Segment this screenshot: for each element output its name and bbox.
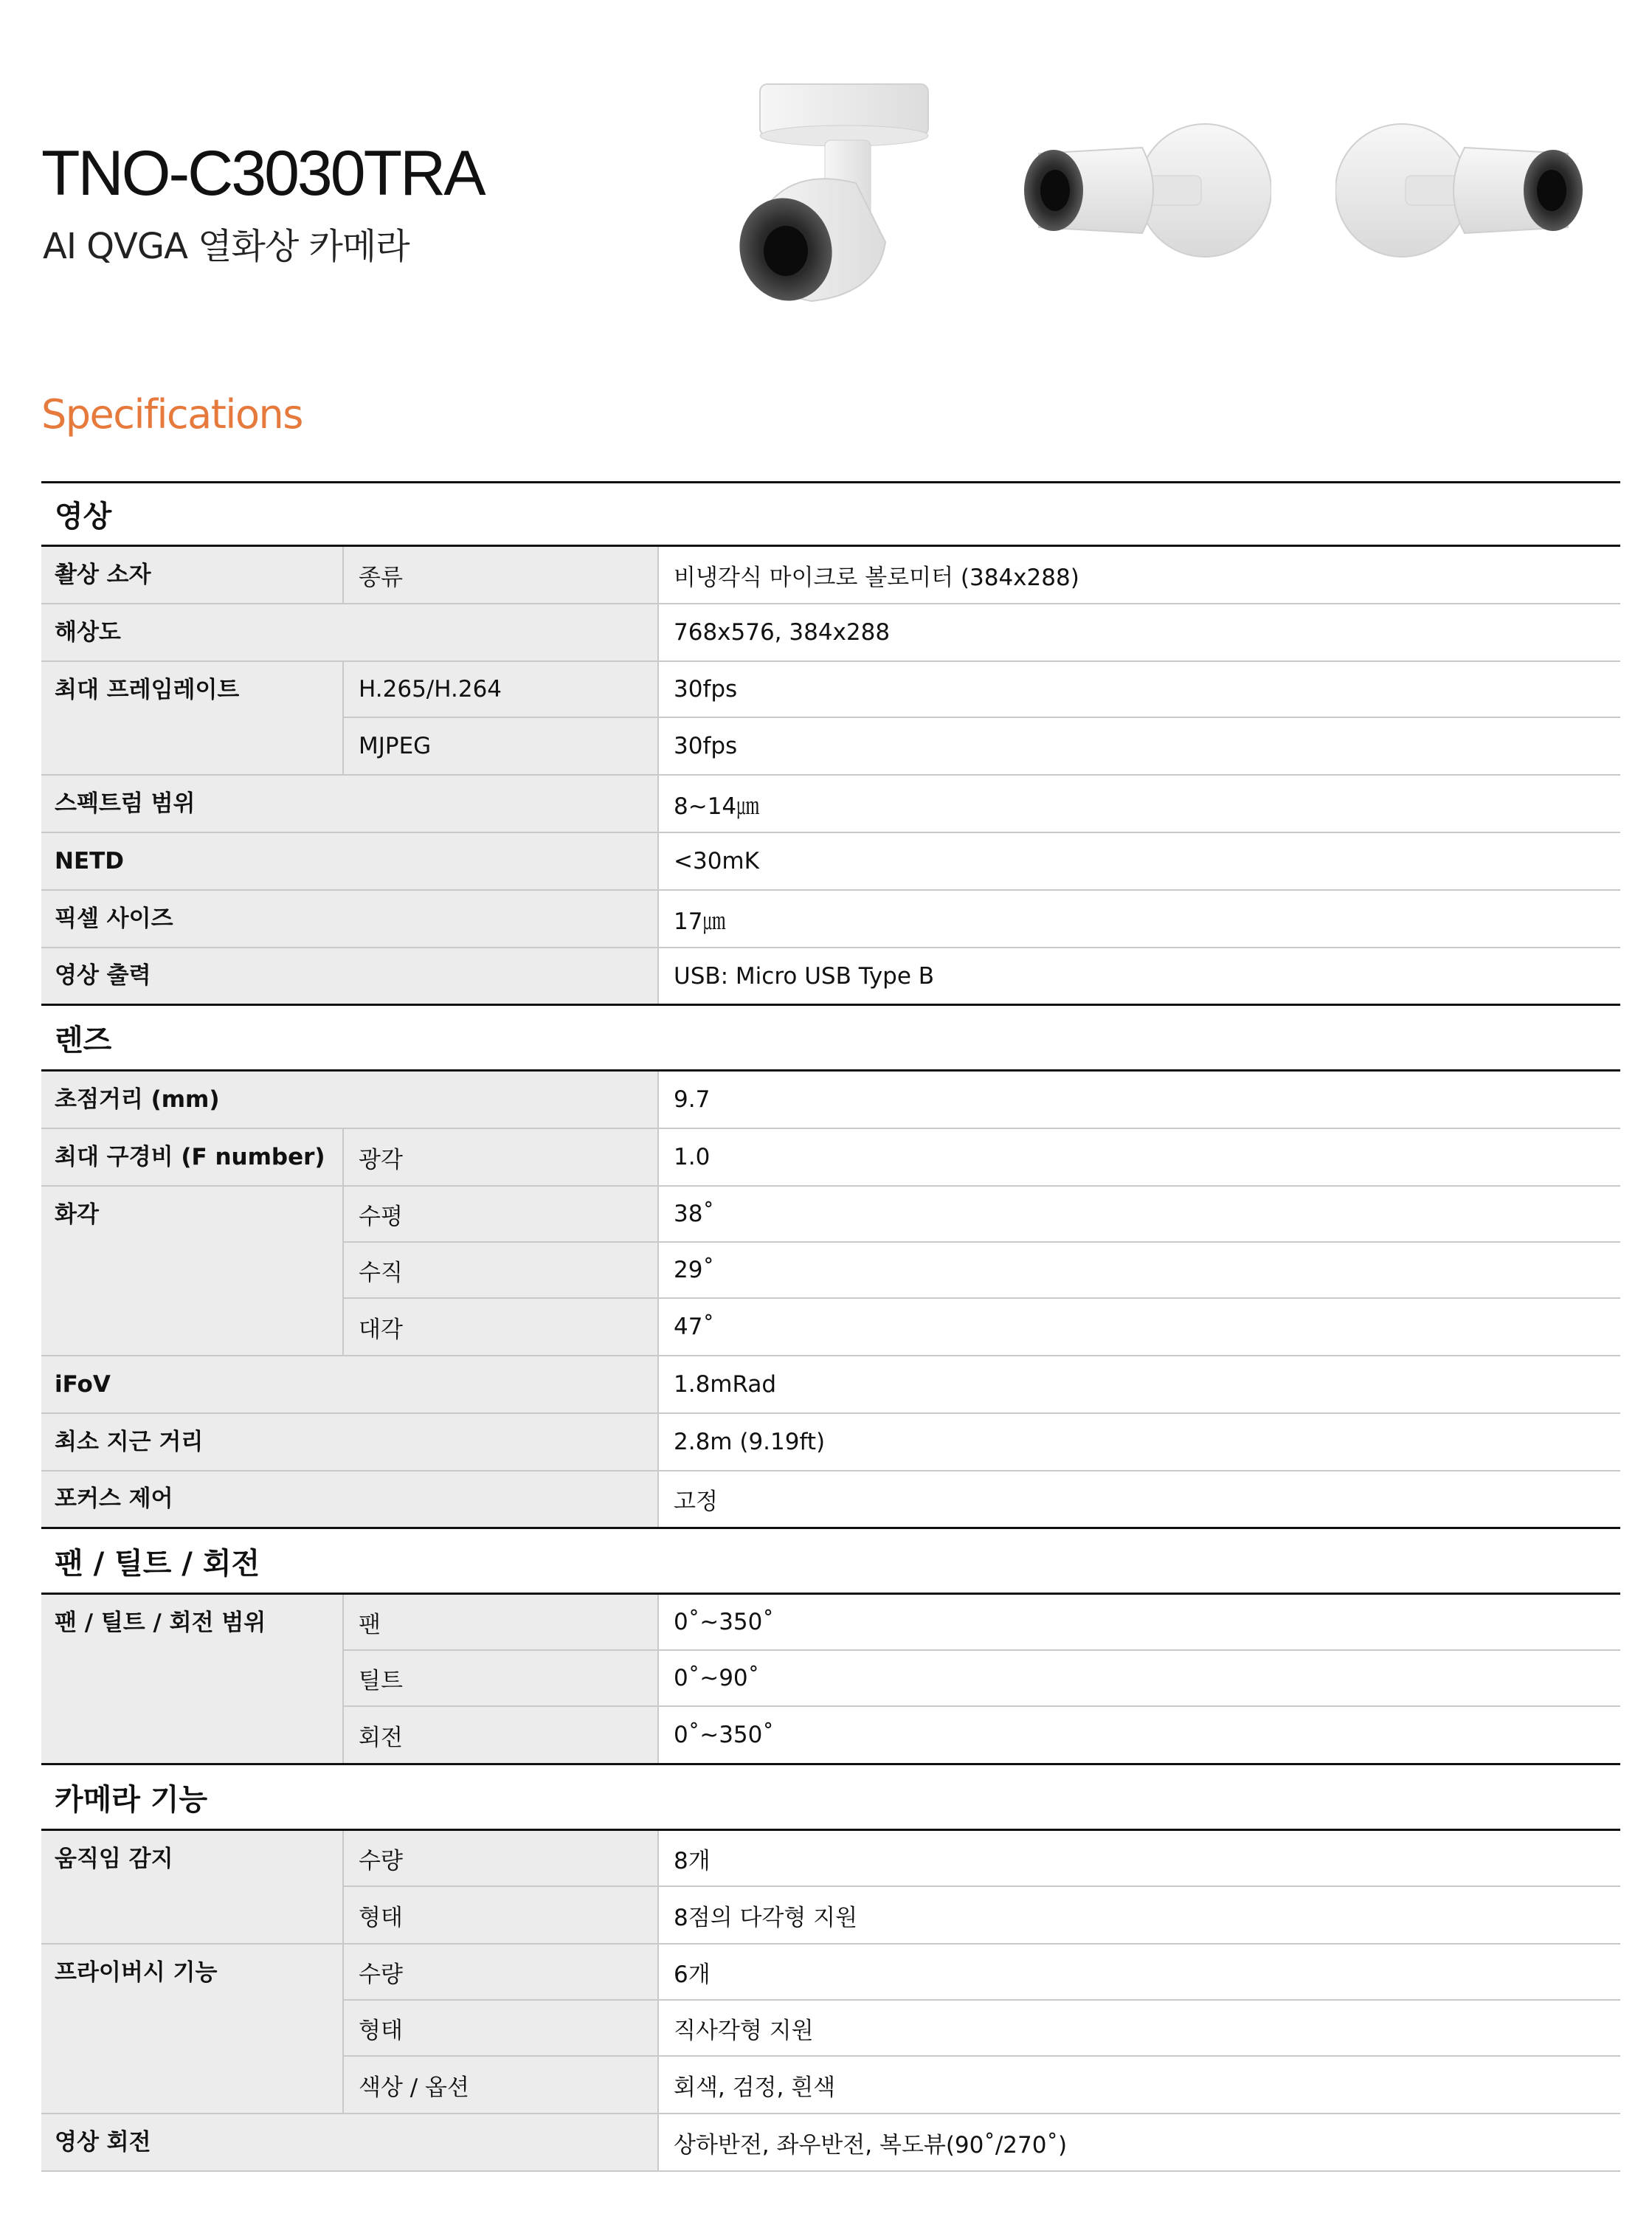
spec-row-image-rotation [41,2114,1620,2172]
spec-value: 30fps [657,718,1620,774]
spec-value: 9.7 [657,1072,1620,1128]
spec-label: 화각 [41,1187,342,1355]
wall-mount-camera-right-photo [1335,117,1590,264]
spec-value: 고정 [657,1471,1620,1527]
spec-value: 6개 [657,1945,1620,1999]
spec-row-pan-tilt-range [41,1595,1620,1765]
spec-value: 직사각형 지원 [657,2001,1620,2055]
product-subtitle: AI QVGA 열화상 카메라 [43,226,409,267]
spec-sublabel: 대각 [342,1299,657,1355]
ceiling-mount-camera-photo [708,80,959,308]
spec-row-video-output [41,948,1620,1006]
product-model-title: TNO-C3030TRA [41,138,484,209]
spec-value: 8점의 다각형 지원 [657,1887,1620,1943]
spec-label: 프라이버시 기능 [41,1945,342,2113]
spec-table [41,481,1620,2172]
spec-value: 1.8mRad [657,1356,1620,1412]
spec-row-netd [41,833,1620,891]
spec-label: 최대 프레임레이트 [41,662,342,774]
spec-value: USB: Micro USB Type B [657,948,1620,1004]
spec-value: 상하반전, 좌우반전, 복도뷰(90˚/270˚) [657,2114,1620,2170]
spec-row-resolution [41,604,1620,662]
spec-label: 촬상 소자 [41,547,342,603]
spec-value: 29˚ [657,1243,1620,1297]
spec-sublabel: H.265/H.264 [342,662,657,717]
spec-value: 30fps [657,662,1620,717]
spec-value: 회색, 검정, 흰색 [657,2057,1620,2113]
spec-sublabel: 틸트 [342,1651,657,1705]
spec-row-motion-detection [41,1831,1620,1945]
spec-sublabel: 수직 [342,1243,657,1297]
spec-row-spectrum [41,776,1620,833]
spec-row-framerate [41,662,1620,776]
spec-label: 포커스 제어 [41,1471,657,1527]
spec-value: 8개 [657,1831,1620,1885]
spec-label: 영상 출력 [41,948,657,1004]
spec-label: NETD [41,833,657,889]
spec-value: 768x576, 384x288 [657,604,1620,660]
spec-label: 팬 / 틸트 / 회전 범위 [41,1595,342,1763]
spec-label: 영상 회전 [41,2114,657,2170]
spec-sublabel: 수량 [342,1945,657,1999]
spec-row-field-of-view [41,1187,1620,1356]
spec-row-min-distance [41,1414,1620,1471]
spec-value: 17㎛ [657,891,1620,947]
spec-label: iFoV [41,1356,657,1412]
section-camera-functions-title: 카메라 기능 [41,1765,1620,1831]
spec-sublabel: 형태 [342,2001,657,2055]
spec-sublabel: 팬 [342,1595,657,1649]
spec-row-privacy [41,1945,1620,2114]
specifications-heading: Specifications [41,391,303,438]
spec-label: 픽셀 사이즈 [41,891,657,947]
spec-sublabel: 종류 [342,547,657,603]
spec-value: 1.0 [657,1129,1620,1185]
spec-value: 2.8m (9.19ft) [657,1414,1620,1470]
spec-value: 8~14㎛ [657,776,1620,832]
spec-label: 초점거리 (mm) [41,1072,657,1128]
section-video-title: 영상 [41,481,1620,547]
spec-row-sensor [41,547,1620,604]
spec-row-f-number [41,1129,1620,1187]
spec-label: 해상도 [41,604,657,660]
spec-value: 38˚ [657,1187,1620,1241]
spec-row-ifov [41,1356,1620,1414]
spec-value: 0˚~350˚ [657,1707,1620,1763]
spec-value: 0˚~350˚ [657,1595,1620,1649]
section-pan-tilt-title: 팬 / 틸트 / 회전 [41,1529,1620,1595]
spec-sublabel: 형태 [342,1887,657,1943]
spec-label: 최소 지근 거리 [41,1414,657,1470]
spec-sublabel: 색상 / 옵션 [342,2057,657,2113]
spec-value: 47˚ [657,1299,1620,1355]
spec-row-focus-control [41,1471,1620,1529]
spec-value: 0˚~90˚ [657,1651,1620,1705]
spec-label: 스펙트럼 범위 [41,776,657,832]
section-lens-title: 렌즈 [41,1006,1620,1072]
spec-value: <30mK [657,833,1620,889]
spec-row-pixel-size [41,891,1620,948]
spec-sublabel: 광각 [342,1129,657,1185]
spec-label: 최대 구경비 (F number) [41,1129,342,1185]
wall-mount-camera-left-photo [1017,117,1271,264]
spec-sublabel: 수평 [342,1187,657,1241]
spec-sublabel: MJPEG [342,718,657,774]
spec-row-focal-length [41,1072,1620,1129]
spec-label: 움직임 감지 [41,1831,342,1943]
spec-sublabel: 회전 [342,1707,657,1763]
spec-sublabel: 수량 [342,1831,657,1885]
spec-value: 비냉각식 마이크로 볼로미터 (384x288) [657,547,1620,603]
